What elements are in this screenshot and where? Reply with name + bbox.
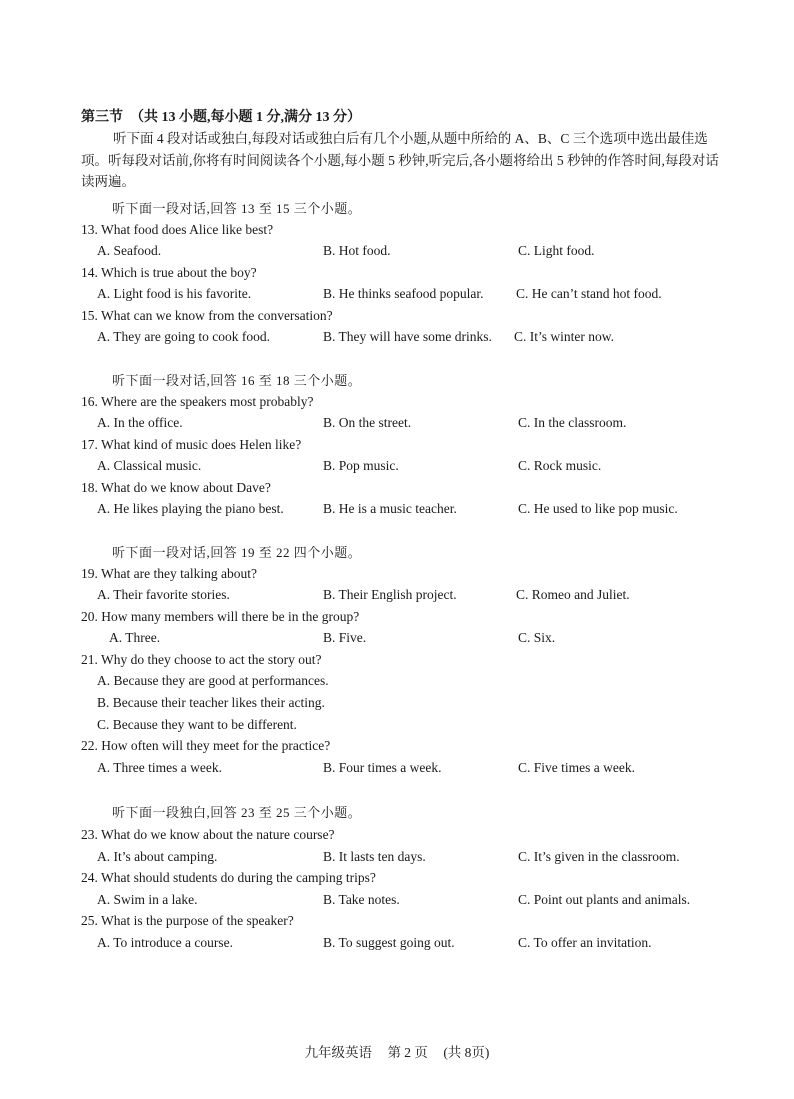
question-22: 22. How often will they meet for the practice? — [81, 738, 331, 753]
question-20: 20. How many members will there be in the group? — [81, 609, 360, 624]
question-21: 21. Why do they choose to act the story out? — [81, 652, 322, 667]
question-17: 17. What kind of music does Helen like? — [81, 437, 302, 452]
question-16: 16. Where are the speakers most probably? — [81, 394, 314, 409]
option-21a: A. Because they are good at performances. — [97, 673, 329, 688]
option-17b: B. Pop music. — [323, 458, 399, 473]
footer-page-number: 第 2 页 — [387, 1045, 428, 1060]
option-18c: C. He used to like pop music. — [518, 501, 678, 516]
section-heading: 第三节 （共 13 小题,每小题 1 分,满分 13 分） — [81, 110, 361, 125]
instruction-1: 听下面一段对话,回答 13 至 15 三个小题。 — [112, 201, 362, 216]
option-20a: A. Three. — [109, 630, 161, 645]
option-13a: A. Seafood. — [97, 243, 162, 258]
option-24a: A. Swim in a lake. — [97, 892, 198, 907]
option-23a: A. It’s about camping. — [97, 849, 218, 864]
question-25: 25. What is the purpose of the speaker? — [81, 913, 294, 928]
section-intro: 听下面 4 段对话或独白,每段对话或独白后有几个小题,从题中所给的 A、B、C 三个选项中选出最佳选项。听每段对话前,你将有时间阅读各个小题,每小题 5 秒钟,听完后,各小题将给出 5 秒钟的作答时间,每段对话读两遍。 — [81, 131, 719, 189]
option-21b: B. Because their teacher likes their acting. — [97, 695, 325, 710]
option-15b: B. They will have some drinks. — [323, 329, 492, 344]
option-16a: A. In the office. — [97, 415, 183, 430]
question-14: 14. Which is true about the boy? — [81, 265, 257, 280]
option-14c: C. He can’t stand hot food. — [516, 286, 662, 301]
option-22a: A. Three times a week. — [97, 760, 222, 775]
option-13b: B. Hot food. — [323, 243, 391, 258]
option-23c: C. It’s given in the classroom. — [518, 849, 680, 864]
footer-total-pages: (共 8页) — [443, 1045, 490, 1060]
option-15c: C. It’s winter now. — [514, 329, 614, 344]
question-24: 24. What should students do during the camping trips? — [81, 870, 376, 885]
page-footer — [0, 1041, 794, 1061]
option-24b: B. Take notes. — [323, 892, 400, 907]
option-19c: C. Romeo and Juliet. — [516, 587, 630, 602]
option-17c: C. Rock music. — [518, 458, 602, 473]
option-24c: C. Point out plants and animals. — [518, 892, 691, 907]
option-25c: C. To offer an invitation. — [518, 935, 652, 950]
option-25b: B. To suggest going out. — [323, 935, 455, 950]
instruction-2: 听下面一段对话,回答 16 至 18 三个小题。 — [112, 373, 362, 388]
option-15a: A. They are going to cook food. — [97, 329, 270, 344]
instruction-3: 听下面一段对话,回答 19 至 22 四个小题。 — [112, 545, 362, 560]
option-20b: B. Five. — [323, 630, 367, 645]
option-19b: B. Their English project. — [323, 587, 457, 602]
option-18a: A. He likes playing the piano best. — [97, 501, 284, 516]
option-16b: B. On the street. — [323, 415, 412, 430]
question-15: 15. What can we know from the conversation? — [81, 308, 333, 323]
question-13: 13. What food does Alice like best? — [81, 222, 274, 237]
option-21c: C. Because they want to be different. — [97, 717, 297, 732]
question-18: 18. What do we know about Dave? — [81, 480, 271, 495]
option-23b: B. It lasts ten days. — [323, 849, 426, 864]
option-13c: C. Light food. — [518, 243, 595, 258]
option-22b: B. Four times a week. — [323, 760, 442, 775]
option-19a: A. Their favorite stories. — [97, 587, 230, 602]
footer-subject: 九年级英语 — [304, 1045, 373, 1060]
option-18b: B. He is a music teacher. — [323, 501, 457, 516]
question-23: 23. What do we know about the nature course? — [81, 827, 335, 842]
instruction-4: 听下面一段独白,回答 23 至 25 三个小题。 — [112, 805, 362, 820]
option-25a: A. To introduce a course. — [97, 935, 234, 950]
option-17a: A. Classical music. — [97, 458, 202, 473]
option-14a: A. Light food is his favorite. — [97, 286, 252, 301]
option-16c: C. In the classroom. — [518, 415, 627, 430]
option-20c: C. Six. — [518, 630, 556, 645]
option-14b: B. He thinks seafood popular. — [323, 286, 484, 301]
question-19: 19. What are they talking about? — [81, 566, 257, 581]
option-22c: C. Five times a week. — [518, 760, 635, 775]
